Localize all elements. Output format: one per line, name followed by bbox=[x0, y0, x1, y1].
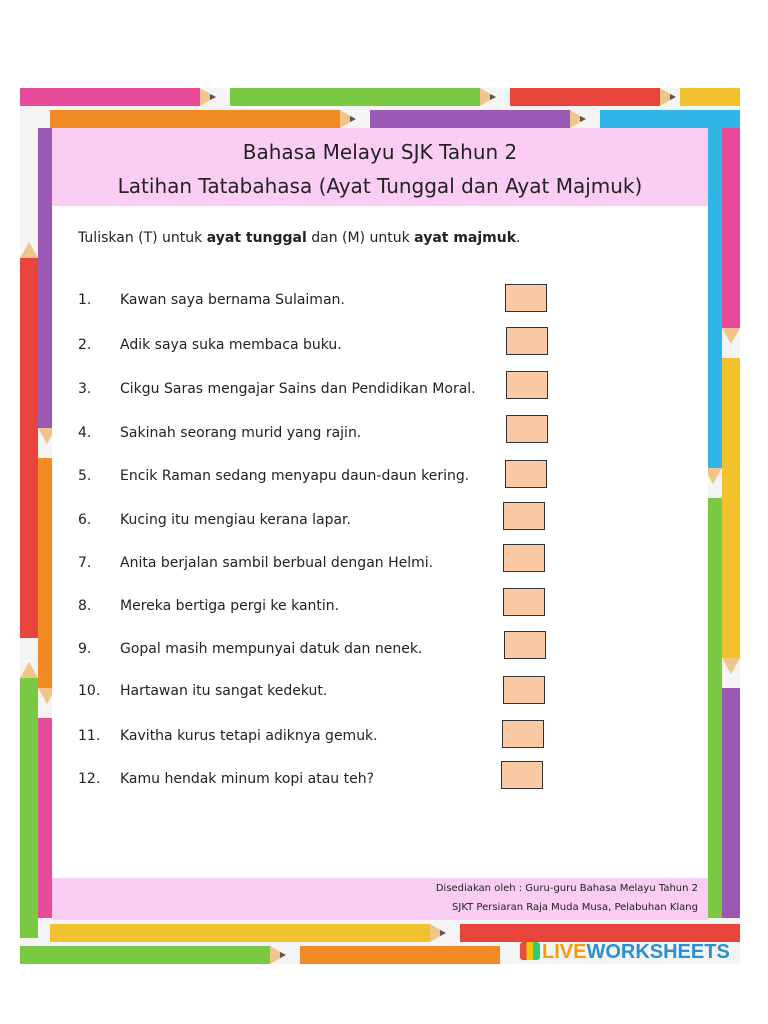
question-item: 10. Hartawan itu sangat kedekut. bbox=[78, 683, 328, 699]
liveworksheets-icon bbox=[520, 942, 540, 960]
footer-school: SJKT Persiaran Raja Muda Musa, Pelabuhan Klang bbox=[452, 902, 698, 913]
answer-box[interactable] bbox=[503, 502, 545, 530]
pencil-decoration bbox=[370, 110, 570, 128]
pencil-decoration bbox=[20, 946, 270, 964]
answer-box[interactable] bbox=[505, 284, 547, 312]
worksheet-page bbox=[52, 128, 708, 920]
footer-credit: Disediakan oleh : Guru-guru Bahasa Melayu Tahun 2 bbox=[435, 883, 698, 894]
pencil-decoration bbox=[722, 128, 740, 328]
worksheet-footer bbox=[52, 878, 708, 920]
liveworksheets-logo: LIVEWORKSHEETS bbox=[520, 940, 730, 964]
question-item: 5. Encik Raman sedang menyapu daun-daun kering. bbox=[78, 468, 470, 484]
question-item: 2. Adik saya suka membaca buku. bbox=[78, 337, 342, 353]
question-item: 4. Sakinah seorang murid yang rajin. bbox=[78, 425, 362, 441]
worksheet-title: Bahasa Melayu SJK Tahun 2 bbox=[242, 140, 518, 164]
question-item: 1. Kawan saya bernama Sulaiman. bbox=[78, 292, 345, 308]
question-item: 6. Kucing itu mengiau kerana lapar. bbox=[78, 512, 351, 528]
pencil-decoration bbox=[230, 88, 480, 106]
question-item: 3. Cikgu Saras mengajar Sains dan Pendidikan Moral. bbox=[78, 381, 476, 397]
pencil-decoration bbox=[20, 258, 38, 638]
answer-box[interactable] bbox=[506, 415, 548, 443]
question-item: 7. Anita berjalan sambil berbual dengan Helmi. bbox=[78, 555, 434, 571]
answer-box[interactable] bbox=[506, 371, 548, 399]
answer-box[interactable] bbox=[503, 676, 545, 704]
pencil-decoration bbox=[680, 88, 740, 106]
answer-box[interactable] bbox=[501, 761, 543, 789]
question-item: 8. Mereka bertiga pergi ke kantin. bbox=[78, 598, 340, 614]
pencil-decoration bbox=[20, 88, 200, 106]
pencil-decoration bbox=[50, 924, 430, 942]
answer-box[interactable] bbox=[503, 588, 545, 616]
question-item: 12. Kamu hendak minum kopi atau teh? bbox=[78, 771, 374, 787]
question-item: 11. Kavitha kurus tetapi adiknya gemuk. bbox=[78, 728, 378, 744]
pencil-decoration bbox=[300, 946, 500, 964]
instruction-text: Tuliskan (T) untuk ayat tunggal dan (M) untuk ayat majmuk. bbox=[78, 230, 521, 246]
worksheet-subtitle: Latihan Tatabahasa (Ayat Tunggal dan Ayat Majmuk) bbox=[117, 174, 643, 198]
answer-box[interactable] bbox=[506, 327, 548, 355]
answer-box[interactable] bbox=[503, 544, 545, 572]
answer-box[interactable] bbox=[502, 720, 544, 748]
pencil-decoration bbox=[510, 88, 660, 106]
answer-box[interactable] bbox=[504, 631, 546, 659]
answer-box[interactable] bbox=[505, 460, 547, 488]
pencil-decoration bbox=[20, 678, 38, 938]
pencil-decoration bbox=[722, 688, 740, 918]
question-item: 9. Gopal masih mempunyai datuk dan nenek. bbox=[78, 641, 423, 657]
worksheet-header bbox=[52, 128, 708, 206]
pencil-decoration bbox=[50, 110, 340, 128]
pencil-decoration bbox=[600, 110, 740, 128]
pencil-decoration bbox=[722, 358, 740, 658]
